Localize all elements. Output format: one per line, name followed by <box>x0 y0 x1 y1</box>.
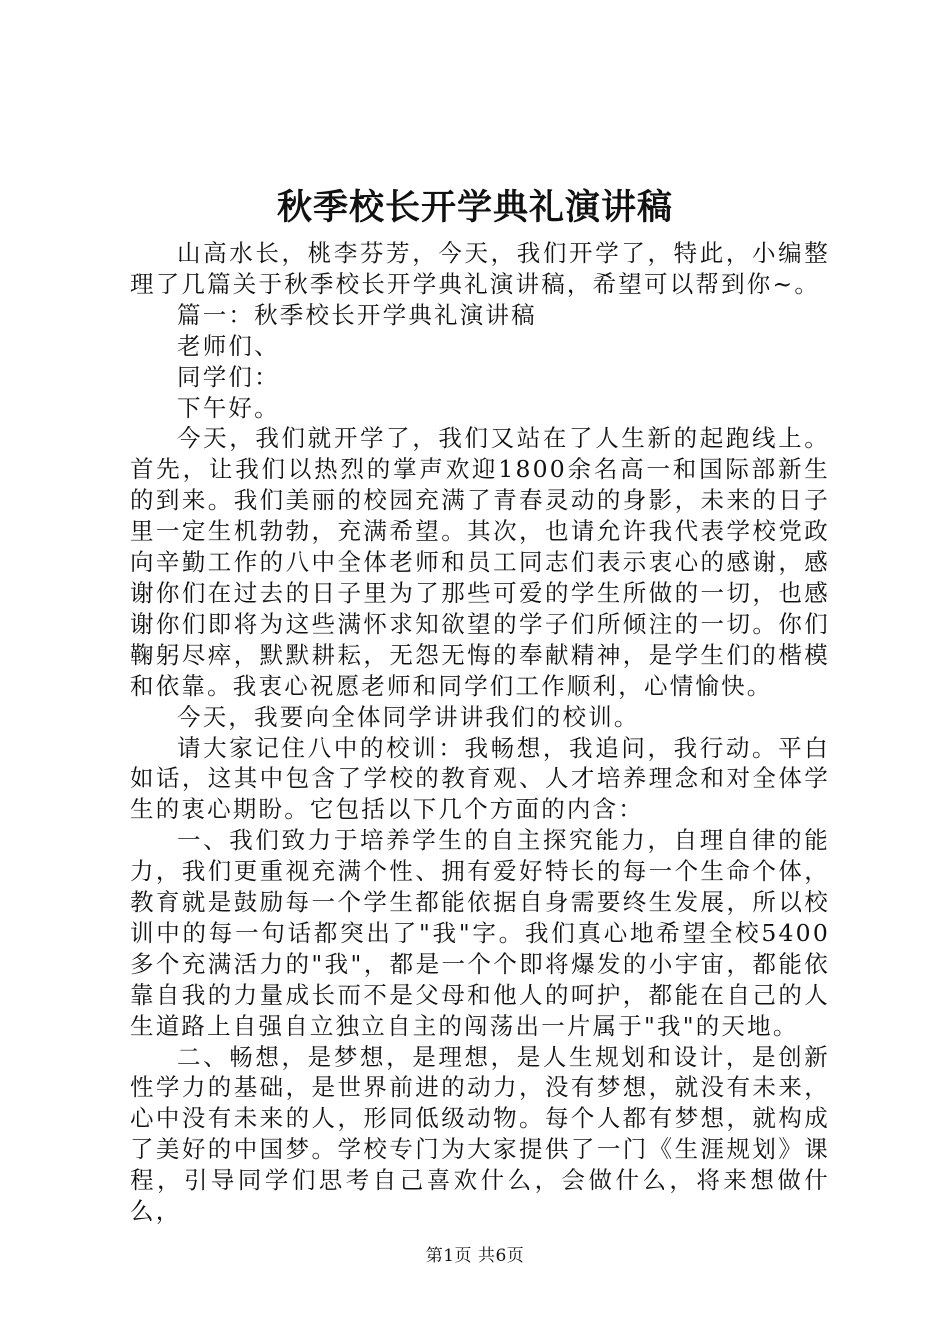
body-paragraph: 二、畅想，是梦想，是理想，是人生规划和设计，是创新性学力的基础，是世界前进的动力，没有梦想，就没有未来，心中没有未来的人，形同低级动物。每个人都有梦想，就构成了美好的中国梦。学校专门为大家提供了一门《生涯规划》课程，引导同学们思考自己喜欢什么，会做什么，将来想做什么， <box>130 1042 830 1226</box>
body-paragraph: 请大家记住八中的校训：我畅想，我追问，我行动。平白如话，这其中包含了学校的教育观、人才培养理念和对全体学生的衷心期盼。它包括以下几个方面的内含： <box>130 733 830 824</box>
body-paragraph: 今天，我们就开学了，我们又站在了人生新的起跑线上。首先，让我们以热烈的掌声欢迎1800余名高一和国际部新生的到来。我们美丽的校园充满了青春灵动的身影，未来的日子里一定生机勃勃，充满希望。其次，也请允许我代表学校党政向辛勤工作的八中全体老师和员工同志们表示衷心的感谢，感谢你们在过去的日子里为了那些可爱的学生所做的一切，也感谢你们即将为这些满怀求知欲望的学子们所倾注的一切。你们鞠躬尽瘁，默默耕耘，无怨无悔的奉献精神，是学生们的楷模和依靠。我衷心祝愿老师和同学们工作顺利，心情愉快。 <box>130 424 830 700</box>
intro-paragraph: 山高水长，桃李芬芳，今天，我们开学了，特此，小编整理了几篇关于秋季校长开学典礼演讲稿，希望可以帮到你~。 <box>130 239 830 298</box>
body-paragraph: 今天，我要向全体同学讲讲我们的校训。 <box>177 702 640 731</box>
greeting: 下午好。 <box>177 393 280 422</box>
salutation-students: 同学们： <box>177 362 280 391</box>
body-paragraph: 一、我们致力于培养学生的自主探究能力，自理自律的能力，我们更重视充满个性、拥有爱好特长的每一个生命个体，教育就是鼓励每一个学生都能依据自身需要终生发展，所以校训中的每一句话都突出了"我"字。我们真心地希望全校5400多个充满活力的"我"，都是一个个即将爆发的小宇宙，都能依靠自我的力量成长而不是父母和他人的呵护，都能在自己的人生道路上自强自立独立自主的闯荡出一片属于"我"的天地。 <box>130 826 830 1040</box>
document-body <box>130 238 830 1227</box>
document-title: 秋季校长开学典礼演讲稿 <box>276 187 673 228</box>
section-heading: 篇一：秋季校长开学典礼演讲稿 <box>177 300 537 329</box>
salutation-teachers: 老师们、 <box>177 331 280 360</box>
page-number-footer: 第1页 共6页 <box>425 1246 525 1266</box>
